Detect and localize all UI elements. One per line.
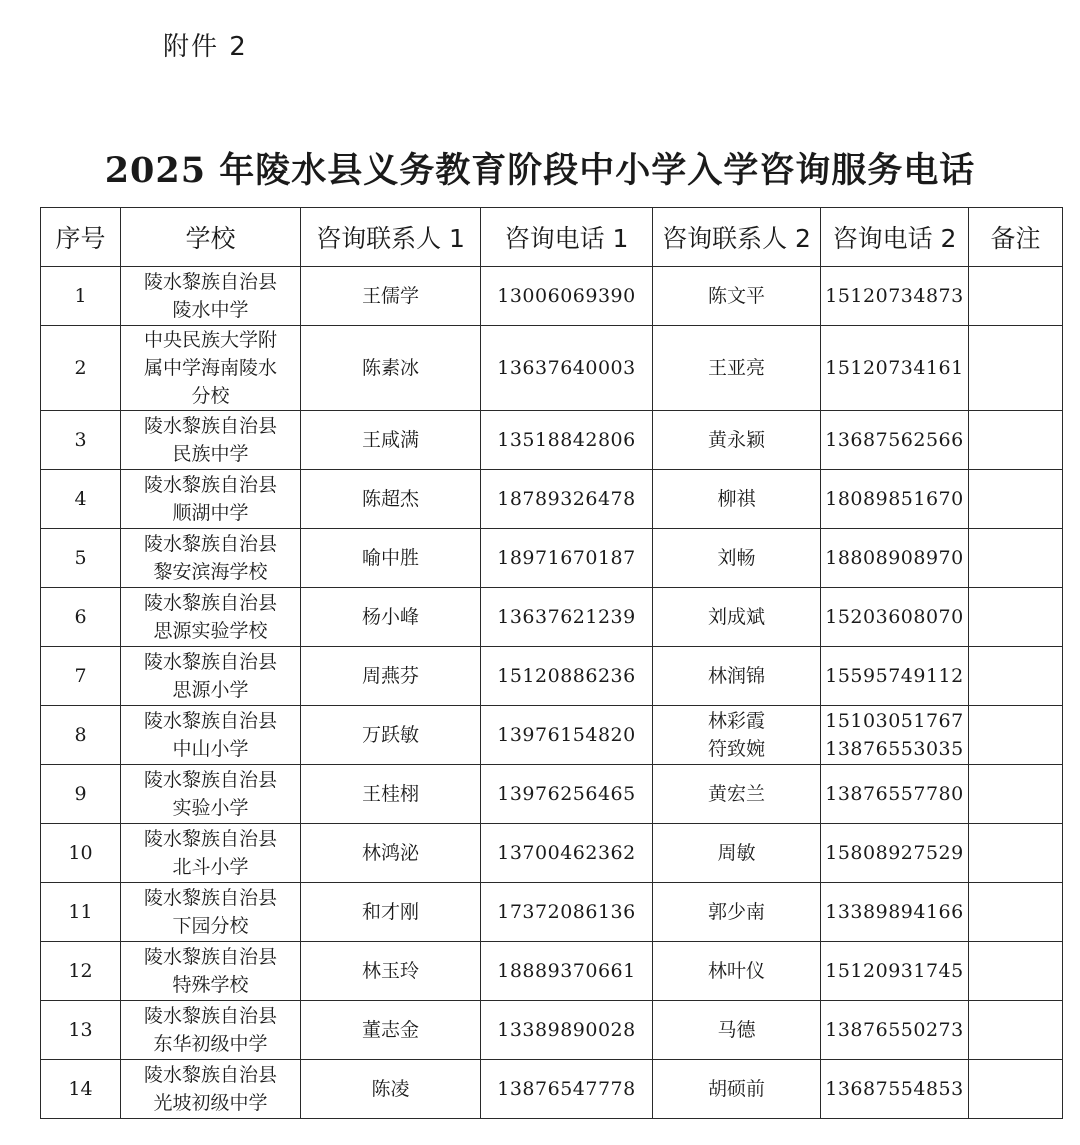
phone-1-cell: 13006069390 bbox=[481, 267, 653, 326]
contact-2-name-line: 林叶仪 bbox=[707, 960, 765, 982]
contact-2-name-line: 陈文平 bbox=[707, 285, 765, 307]
school-name-line: 陵水黎族自治县 bbox=[143, 415, 277, 437]
row-index: 14 bbox=[41, 1060, 121, 1119]
school-name-line: 黎安滨海学校 bbox=[153, 561, 268, 583]
table-header-row bbox=[41, 208, 1063, 267]
school-name-line: 下园分校 bbox=[172, 915, 249, 937]
row-index: 8 bbox=[41, 706, 121, 765]
contact-2-name-line: 黄宏兰 bbox=[707, 783, 765, 805]
school-cell bbox=[121, 1060, 301, 1119]
table-row bbox=[41, 824, 1063, 883]
row-index: 7 bbox=[41, 647, 121, 706]
table-row bbox=[41, 647, 1063, 706]
table-row bbox=[41, 706, 1063, 765]
phone-2-cell bbox=[821, 267, 969, 326]
note-cell bbox=[969, 529, 1063, 588]
contact-2-cell bbox=[653, 529, 821, 588]
row-index: 11 bbox=[41, 883, 121, 942]
school-cell bbox=[121, 588, 301, 647]
contact-1-cell: 董志金 bbox=[301, 1001, 481, 1060]
contact-2-cell bbox=[653, 883, 821, 942]
contact-2-name-line: 马德 bbox=[717, 1019, 756, 1041]
header-contact-1: 咨询联系人 1 bbox=[301, 208, 481, 267]
school-name-line: 陵水黎族自治县 bbox=[143, 710, 277, 732]
contact-2-name-line: 林彩霞 bbox=[707, 710, 765, 732]
contact-1-cell: 陈素冰 bbox=[301, 326, 481, 411]
school-name-line: 陵水黎族自治县 bbox=[143, 271, 277, 293]
school-name-line: 属中学海南陵水 bbox=[143, 357, 277, 379]
school-name-line: 思源小学 bbox=[172, 679, 249, 701]
phone-2-number-line: 15103051767 bbox=[825, 710, 964, 732]
contact-1-cell: 喻中胜 bbox=[301, 529, 481, 588]
phone-2-number-line: 15120931745 bbox=[825, 960, 964, 982]
phone-1-cell: 13637621239 bbox=[481, 588, 653, 647]
note-cell bbox=[969, 942, 1063, 1001]
attachment-label: 附件 2 bbox=[163, 32, 248, 62]
table-row bbox=[41, 883, 1063, 942]
contact-2-name-line: 符致婉 bbox=[707, 738, 765, 760]
header-index: 序号 bbox=[41, 208, 121, 267]
phone-1-cell: 15120886236 bbox=[481, 647, 653, 706]
note-cell bbox=[969, 1060, 1063, 1119]
contact-2-name-line: 刘畅 bbox=[717, 547, 756, 569]
table-row bbox=[41, 470, 1063, 529]
contact-2-name-line: 黄永颖 bbox=[707, 429, 765, 451]
school-name-line: 陵水黎族自治县 bbox=[143, 533, 277, 555]
header-phone-2: 咨询电话 2 bbox=[821, 208, 969, 267]
phone-2-number-line: 13687562566 bbox=[825, 429, 964, 451]
phone-1-cell: 17372086136 bbox=[481, 883, 653, 942]
header-phone-1: 咨询电话 1 bbox=[481, 208, 653, 267]
note-cell bbox=[969, 824, 1063, 883]
note-cell bbox=[969, 267, 1063, 326]
contact-1-cell: 王桂栩 bbox=[301, 765, 481, 824]
school-cell bbox=[121, 883, 301, 942]
contact-2-cell bbox=[653, 267, 821, 326]
phone-2-cell bbox=[821, 1060, 969, 1119]
phone-2-cell bbox=[821, 411, 969, 470]
phone-2-number-line: 15595749112 bbox=[825, 665, 964, 687]
school-cell bbox=[121, 824, 301, 883]
note-cell bbox=[969, 706, 1063, 765]
phone-2-number-line: 13687554853 bbox=[825, 1078, 964, 1100]
phone-2-number-line: 18089851670 bbox=[825, 488, 964, 510]
phone-1-cell: 13389890028 bbox=[481, 1001, 653, 1060]
phone-1-cell: 13637640003 bbox=[481, 326, 653, 411]
phone-1-cell: 13976256465 bbox=[481, 765, 653, 824]
phone-1-cell: 13700462362 bbox=[481, 824, 653, 883]
phone-2-number-line: 13876550273 bbox=[825, 1019, 964, 1041]
contact-1-cell: 陈超杰 bbox=[301, 470, 481, 529]
school-name-line: 东华初级中学 bbox=[153, 1033, 268, 1055]
contact-2-cell bbox=[653, 706, 821, 765]
row-index: 1 bbox=[41, 267, 121, 326]
table-row bbox=[41, 1060, 1063, 1119]
school-cell bbox=[121, 706, 301, 765]
header-note: 备注 bbox=[969, 208, 1063, 267]
contact-2-cell bbox=[653, 647, 821, 706]
row-index: 9 bbox=[41, 765, 121, 824]
school-name-line: 陵水黎族自治县 bbox=[143, 887, 277, 909]
table-row bbox=[41, 267, 1063, 326]
contact-2-cell bbox=[653, 470, 821, 529]
row-index: 2 bbox=[41, 326, 121, 411]
phone-1-cell: 13976154820 bbox=[481, 706, 653, 765]
row-index: 13 bbox=[41, 1001, 121, 1060]
contact-2-cell bbox=[653, 326, 821, 411]
table-row bbox=[41, 529, 1063, 588]
contact-2-cell bbox=[653, 1001, 821, 1060]
contact-1-cell: 陈凌 bbox=[301, 1060, 481, 1119]
school-cell bbox=[121, 411, 301, 470]
contact-1-cell: 和才刚 bbox=[301, 883, 481, 942]
school-name-line: 光坡初级中学 bbox=[153, 1092, 268, 1114]
contact-2-cell bbox=[653, 1060, 821, 1119]
contact-2-name-line: 刘成斌 bbox=[707, 606, 765, 628]
table-row bbox=[41, 1001, 1063, 1060]
school-name-line: 特殊学校 bbox=[172, 974, 249, 996]
phone-2-number-line: 13876553035 bbox=[825, 738, 964, 760]
header-contact-2: 咨询联系人 2 bbox=[653, 208, 821, 267]
contact-2-name-line: 王亚亮 bbox=[707, 357, 765, 379]
school-cell bbox=[121, 942, 301, 1001]
consultation-phone-table bbox=[40, 207, 1063, 1119]
phone-2-number-line: 15203608070 bbox=[825, 606, 964, 628]
phone-2-cell bbox=[821, 765, 969, 824]
school-name-line: 陵水黎族自治县 bbox=[143, 769, 277, 791]
phone-2-number-line: 18808908970 bbox=[825, 547, 964, 569]
note-cell bbox=[969, 765, 1063, 824]
school-name-line: 顺湖中学 bbox=[172, 502, 249, 524]
school-cell bbox=[121, 765, 301, 824]
school-cell bbox=[121, 1001, 301, 1060]
row-index: 12 bbox=[41, 942, 121, 1001]
phone-2-cell bbox=[821, 588, 969, 647]
document-title: 2025 年陵水县义务教育阶段中小学入学咨询服务电话 bbox=[104, 150, 976, 191]
phone-2-number-line: 13876557780 bbox=[825, 783, 964, 805]
table-row bbox=[41, 411, 1063, 470]
row-index: 3 bbox=[41, 411, 121, 470]
contact-2-cell bbox=[653, 765, 821, 824]
contact-1-cell: 王咸满 bbox=[301, 411, 481, 470]
contact-1-cell: 林玉玲 bbox=[301, 942, 481, 1001]
phone-2-cell bbox=[821, 883, 969, 942]
phone-2-cell bbox=[821, 470, 969, 529]
contact-2-cell bbox=[653, 588, 821, 647]
phone-2-cell bbox=[821, 706, 969, 765]
phone-2-cell bbox=[821, 1001, 969, 1060]
phone-1-cell: 18789326478 bbox=[481, 470, 653, 529]
row-index: 10 bbox=[41, 824, 121, 883]
note-cell bbox=[969, 1001, 1063, 1060]
note-cell bbox=[969, 411, 1063, 470]
school-cell bbox=[121, 647, 301, 706]
table-body bbox=[41, 267, 1063, 1119]
school-name-line: 分校 bbox=[191, 385, 230, 407]
note-cell bbox=[969, 588, 1063, 647]
contact-2-name-line: 柳祺 bbox=[717, 488, 756, 510]
note-cell bbox=[969, 470, 1063, 529]
row-index: 4 bbox=[41, 470, 121, 529]
phone-2-cell bbox=[821, 942, 969, 1001]
row-index: 6 bbox=[41, 588, 121, 647]
school-name-line: 陵水黎族自治县 bbox=[143, 592, 277, 614]
phone-2-number-line: 15120734161 bbox=[825, 357, 964, 379]
contact-2-name-line: 林润锦 bbox=[707, 665, 765, 687]
contact-1-cell: 万跃敏 bbox=[301, 706, 481, 765]
contact-2-name-line: 胡硕前 bbox=[707, 1078, 765, 1100]
school-name-line: 陵水黎族自治县 bbox=[143, 828, 277, 850]
school-cell bbox=[121, 267, 301, 326]
phone-2-cell bbox=[821, 647, 969, 706]
table-row bbox=[41, 326, 1063, 411]
row-index: 5 bbox=[41, 529, 121, 588]
school-name-line: 陵水黎族自治县 bbox=[143, 1064, 277, 1086]
school-name-line: 中山小学 bbox=[172, 738, 249, 760]
school-name-line: 陵水黎族自治县 bbox=[143, 651, 277, 673]
table-row bbox=[41, 765, 1063, 824]
school-cell bbox=[121, 470, 301, 529]
contact-1-cell: 周燕芬 bbox=[301, 647, 481, 706]
phone-1-cell: 18889370661 bbox=[481, 942, 653, 1001]
phone-2-number-line: 15808927529 bbox=[825, 842, 964, 864]
school-name-line: 陵水黎族自治县 bbox=[143, 1005, 277, 1027]
school-name-line: 陵水中学 bbox=[172, 299, 249, 321]
phone-2-number-line: 15120734873 bbox=[825, 285, 964, 307]
school-cell bbox=[121, 326, 301, 411]
school-name-line: 民族中学 bbox=[172, 443, 249, 465]
table-row bbox=[41, 942, 1063, 1001]
note-cell bbox=[969, 647, 1063, 706]
table-row bbox=[41, 588, 1063, 647]
school-name-line: 实验小学 bbox=[172, 797, 249, 819]
header-school: 学校 bbox=[121, 208, 301, 267]
phone-2-cell bbox=[821, 529, 969, 588]
school-name-line: 思源实验学校 bbox=[153, 620, 268, 642]
phone-2-cell bbox=[821, 824, 969, 883]
contact-2-cell bbox=[653, 824, 821, 883]
contact-2-cell bbox=[653, 942, 821, 1001]
contact-2-name-line: 郭少南 bbox=[707, 901, 765, 923]
contact-1-cell: 林鸿泌 bbox=[301, 824, 481, 883]
school-cell bbox=[121, 529, 301, 588]
contact-1-cell: 杨小峰 bbox=[301, 588, 481, 647]
phone-1-cell: 13518842806 bbox=[481, 411, 653, 470]
school-name-line: 北斗小学 bbox=[172, 856, 249, 878]
phone-1-cell: 18971670187 bbox=[481, 529, 653, 588]
phone-2-number-line: 13389894166 bbox=[825, 901, 964, 923]
phone-2-cell bbox=[821, 326, 969, 411]
contact-1-cell: 王儒学 bbox=[301, 267, 481, 326]
phone-1-cell: 13876547778 bbox=[481, 1060, 653, 1119]
note-cell bbox=[969, 883, 1063, 942]
school-name-line: 陵水黎族自治县 bbox=[143, 946, 277, 968]
contact-2-name-line: 周敏 bbox=[717, 842, 756, 864]
note-cell bbox=[969, 326, 1063, 411]
school-name-line: 陵水黎族自治县 bbox=[143, 474, 277, 496]
school-name-line: 中央民族大学附 bbox=[143, 329, 277, 351]
contact-2-cell bbox=[653, 411, 821, 470]
